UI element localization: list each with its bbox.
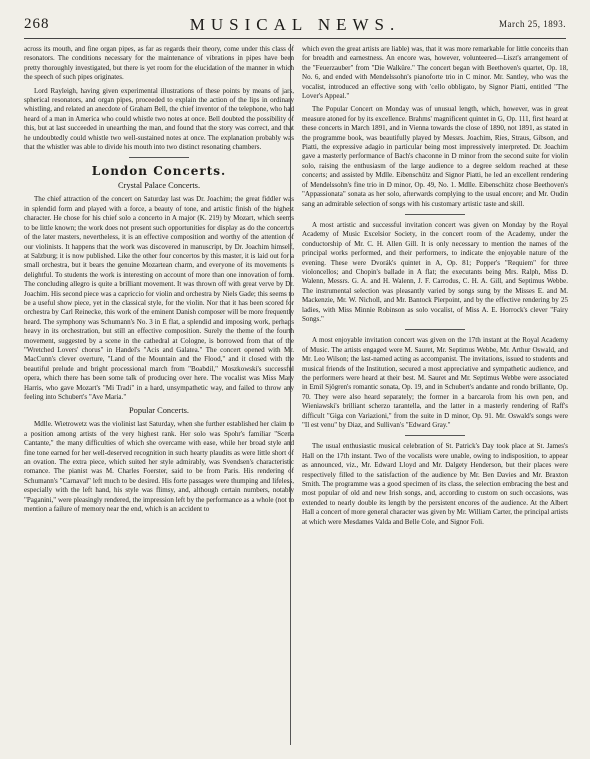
paragraph: Lord Rayleigh, having given experimental illustrations of these points by means of jars, spherical resonators, and organ pipes, proceeded to explain the action of the lips in ordinary whistling, and related an anecdote of Graham Bell, the chief inventor of the telephone, who had heard of a man in America who could whistle two notes at once. Bell doubted the possibility of this, but at last succeeded in unearthing the man, and found that the story was correct, and that he undoubtedly could whistle two well-sustained notes at once. The explanation probably was that the whistler was able to divide his mouth into two distinct resonating chambers. xyxy=(24,86,294,152)
left-column xyxy=(24,45,294,749)
paragraph: A most enjoyable invitation concert was given on the 17th instant at the Royal Academy of Music. The artists engaged were M. Sauret, Mr. Septimus Webbe, Mr. Arthur Oswald, and Mr. Leo Wilson; the last-named acting as accompanist. The invitations, issued to students and musical friends of the Institution, secured a most appreciative and sympathetic audience, and the performers were heard at their best. M. Sauret and Mr. Septimus Webbe were associated in Emil Sjögren's romantic sonata, Op. 19, and in Schubert's andante and rondo brillante, Op. 70. They were also heard separately; the former in a barcarola from his own pen, and Wieniawski's brilliant scherzo tarantella, and the latter in a masterly rendering of Raff's difficult "Giga con Variazioni," from the suite in D minor, Op. 91. Mr. Oswald's songs were "Il est venu" by Diaz, and Sullivan's "Edward Gray." xyxy=(302,336,568,430)
divider xyxy=(405,435,465,436)
right-column xyxy=(302,45,568,749)
divider xyxy=(405,329,465,330)
subsection-title: Popular Concerts. xyxy=(128,406,189,416)
page-number: 268 xyxy=(24,16,50,32)
paragraph: across its mouth, and fine organ pipes, as far as regards their theory, come under this class of resonators. The conditions necessary for the maintenance of vibrations in pipes have been pretty thoroughly investigated, but there is yet room for the elucidation of the manner in which the speech of such pipes originates. xyxy=(24,45,294,82)
paragraph: The Popular Concert on Monday was of unusual length, which, however, was in great measure atoned for by its excellence. Brahms' magnificent quintet in G, Op. 111, first heard at these concerts in March 1891, and in Vienna towards the close of 1890, not 1891, as stated in the programme book, was beautifully played by Messrs. Joachim, Ries, Straus, Gibson, and Piatti, the expressive adagio in particular being most impressively interpreted. Dr. Joachim gave a masterly performance of Bach's chaconne in D minor from the second suite for violin solo, raising the enthusiasm of the large audience to a degree seldom reached at these concerts; and assisted by Mdlle. Eibenschütz and Signor Piatti, he led an excellent rendering of Mendelssohn's fine trio in D minor, Op. 49, No. 1. Mdlle. Eibenschütz chose Beethoven's "Appassionata" sonata as her solo, afterwards complying to the usual encore; and Mr. Oudin sang an admirable selection of songs with his customary artistic taste and skill. xyxy=(302,105,568,208)
divider xyxy=(129,157,189,158)
masthead-title: MUSICAL NEWS. xyxy=(189,15,401,34)
column-rule xyxy=(290,44,291,745)
paragraph: which even the great artists are liable) was, that it was more remarkable for little conceits than for breadth and earnestness. An encore was, however, volunteered—Liszt's arrangement of the "Feuerzauber" from "Die Walküre." The concert began with Beethoven's quartet, Op. 18, No. 6, and ended with Mendelssohn's pianoforte trio in C minor. Mr. Santley, who was the vocalist, introduced an effective song with 'cello obbligato, by Signor Piatti, entitled "The Lover's Appeal." xyxy=(302,45,568,101)
paragraph: Mdlle. Wietrowetz was the violinist last Saturday, when she further established her claim to a position among artists of the very highest rank. Her solo was Spohr's familiar "Scena Cantante," the many difficulties of which she overcame with ease, while her broad style and fine tone earned for her well-deserved recognition in such hearty plaudits as were little short of an ovation. The extra piece, which suited her style admirably, was Svendsen's characteristic romance. The pianist was M. Charles Foerster, said to be from Paris. His rendering of Schumann's "Carnaval" left much to be desired. His forte passages were thumping and lifeless, especially with the left hand, his style was flimsy, and, although certain numbers, notably "Paganini," were pleasingly rendered, the impression left by the performance as a whole (not to mention a failure of memory near the end, which is an accident to xyxy=(24,420,294,514)
paragraph: The usual enthusiastic musical celebration of St. Patrick's Day took place at St. James's Hall on the 17th instant. Two of the vocalists were unable, owing to indisposition, to appear as announced, viz., Mr. Edward Lloyd and Mr. Dalgety Henderson, but their places were respectively filled to the satisfaction of the audience by Mr. Ben Davies and Mr. Braxton Smith. The programme was a good specimen of its class, the selection embracing the best and most popular of old and new Irish songs, and, according to custom on such occasions, was extended to nearly double its length by the persistent encores of the audience. At the Albert Hall a concert of more general character was given by Mr. William Carter, the principal artists at which were Mesdames Valda and Belle Cole, and Signor Foli. xyxy=(302,442,568,526)
paragraph: The chief attraction of the concert on Saturday last was Dr. Joachim; the great fiddler was in splendid form and played with a force, a beauty of tone, and artistic finish of the highest character. He chose for his chief solo a concerto in A major (K. 219) by Mozart, which seems to be little known; the work does not present such opportunities for display as do the concertos of the later masters, nevertheless, it is an effective composition and worthy of the attention of our violinists. It happens that the work was discovered in manuscript, by Dr. Joachim himself, at Salzburg; it is now published. Like the other four concertos by this master, it is laid out for a small orchestra, but it bears the genuine Mozartean charm, and everyone of its movements is delightful. To students the work is interesting on account of more than one innovation of form. The concluding allegro is quite a brilliant movement. It was thrown off with great verve by Dr. Joachim. His second piece was a capriccio for violin and orchestra by Niels Gade; this seems to be a useful show piece, yet in the classical style, for the violin. Nor that it has been scored for orchestra by Carl Reinecke, this work of the eminent Danish composer will be more frequently heard. The symphony was Schumann's No. 3 in E flat, a splendid and imposing work, perhaps heavy in its orchestration, but still an effective composition. Surely the theme of the fourth movement, suggested by a scene in the cathedral at Cologne, is borrowed from that of the "Wretched Lovers' chorus" in Handel's "Acis and Galatea." The concert opened with Mr. MacCunn's clever overture, "Land of the Mountain and the Flood," and it closed with the beautiful prelude and bright processional march from "Boabdil," Moszkowski's successful opera, which there has been some talk of producing over here. The vocalist was Miss Mary Harris, who gave Mozart's "Mi Tradi" in a hard, unsympathetic way, and failed to throw any feeling into Schubert's "Ave Maria." xyxy=(24,195,294,401)
section-title: London Concerts. xyxy=(91,164,227,179)
subsection-title: Crystal Palace Concerts. xyxy=(117,181,201,191)
issue-date: March 25, 1893. xyxy=(499,19,566,29)
divider xyxy=(405,214,465,215)
paragraph: A most artistic and successful invitation concert was given on Monday by the Royal Academy of Music Excelsior Society, in the concert room of the Academy, under the conductorship of Mr. C. H. Allen Gill. It is only necessary to mention the names of the principal works performed, and their performers, to indicate the enjoyable nature of the evening. These were Dvorák's quintet in A, Op. 81; Popper's "Requiem" for three violoncellos; and Chopin's ballade in A flat; the executants being Mrs. Ralph, Miss D. Walenn, Messrs. G. A. and H. Walenn, J. F. Carrodus, C. H. A. Gill, and Septimus Webbe. The instrumental selection was pleasantly varied by songs sung by the Misses E. and M. Mackenzie, Mr. W. Nicholl, and Mr. Bantock Pierpoint, and by the effective rendering by 25 ladies, with Miss Minnie Robinson as solo vocalist, of Miss A. E. Horrock's clever "Fairy Songs." xyxy=(302,220,568,323)
page-header xyxy=(24,14,566,39)
